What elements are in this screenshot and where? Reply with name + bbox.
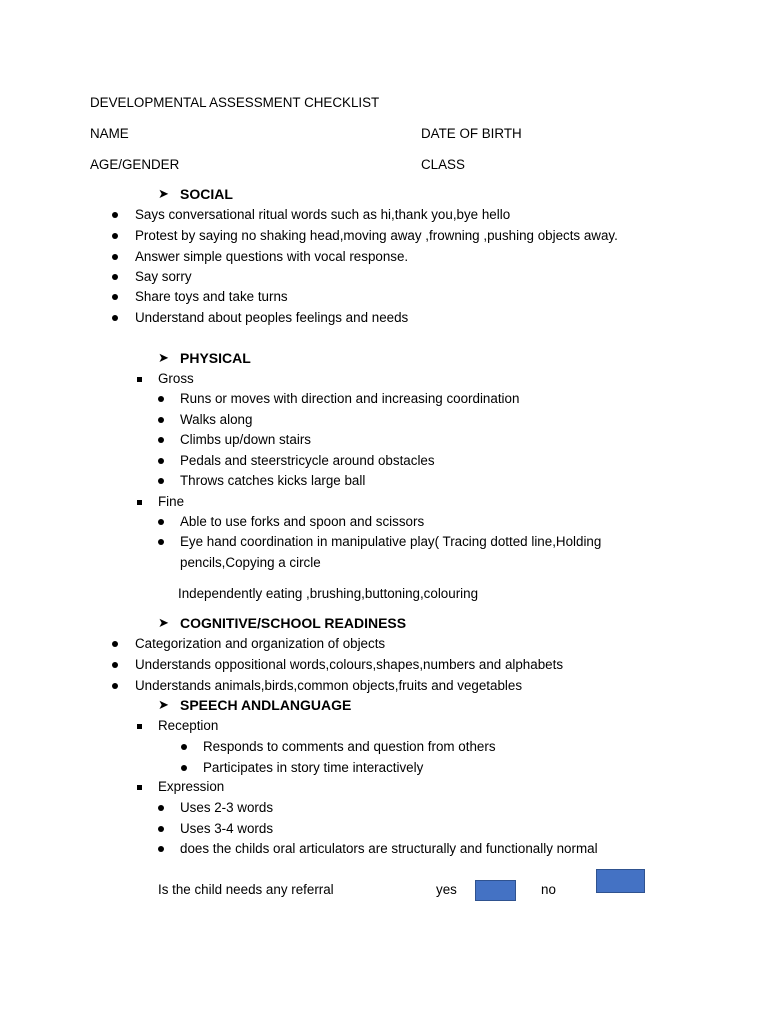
square-bullet-icon: [137, 724, 142, 729]
referral-yes-checkbox[interactable]: [475, 880, 516, 901]
social-item: Says conversational ritual words such as hi,thank you,bye hello: [135, 207, 511, 222]
cognitive-item: Understands oppositional words,colours,shapes,numbers and alphabets: [135, 657, 564, 672]
social-item: Answer simple questions with vocal response.: [135, 249, 409, 264]
reception-item: Responds to comments and question from others: [203, 739, 496, 754]
bullet-icon: [158, 478, 164, 484]
cognitive-heading: COGNITIVE/SCHOOL READINESS: [180, 615, 407, 631]
bullet-icon: [181, 765, 187, 771]
arrow-bullet-icon: ➤: [158, 615, 169, 630]
reception-label: Reception: [158, 718, 219, 733]
referral-yes-label: yes: [436, 882, 457, 897]
square-bullet-icon: [137, 377, 142, 382]
bullet-icon: [112, 254, 118, 260]
fine-item-continuation: pencils,Copying a circle: [180, 555, 321, 570]
expression-item: Uses 3-4 words: [180, 821, 274, 836]
gross-item: Throws catches kicks large ball: [180, 473, 366, 488]
gross-item: Runs or moves with direction and increasing coordination: [180, 391, 520, 406]
bullet-icon: [158, 458, 164, 464]
bullet-icon: [112, 212, 118, 218]
gross-item: Climbs up/down stairs: [180, 432, 311, 447]
arrow-bullet-icon: ➤: [158, 697, 169, 712]
expression-label: Expression: [158, 779, 225, 794]
fine-label: Fine: [158, 494, 185, 509]
square-bullet-icon: [137, 500, 142, 505]
social-item: Say sorry: [135, 269, 192, 284]
square-bullet-icon: [137, 785, 142, 790]
speech-heading: SPEECH ANDLANGUAGE: [180, 697, 352, 713]
age-gender-field-label: AGE/GENDER: [90, 157, 180, 172]
bullet-icon: [112, 274, 118, 280]
referral-no-checkbox[interactable]: [596, 869, 645, 893]
reception-item: Participates in story time interactively: [203, 760, 424, 775]
bullet-icon: [112, 662, 118, 668]
bullet-icon: [158, 396, 164, 402]
bullet-icon: [158, 826, 164, 832]
social-heading: SOCIAL: [180, 186, 233, 202]
bullet-icon: [158, 519, 164, 525]
physical-heading: PHYSICAL: [180, 350, 251, 366]
class-field-label: CLASS: [421, 157, 465, 172]
referral-no-label: no: [541, 882, 556, 897]
gross-item: Pedals and steerstricycle around obstacles: [180, 453, 435, 468]
bullet-icon: [158, 417, 164, 423]
dob-field-label: DATE OF BIRTH: [421, 126, 522, 141]
bullet-icon: [112, 315, 118, 321]
bullet-icon: [112, 683, 118, 689]
referral-question: Is the child needs any referral: [158, 882, 334, 897]
name-field-label: NAME: [90, 126, 129, 141]
bullet-icon: [158, 805, 164, 811]
bullet-icon: [112, 294, 118, 300]
gross-label: Gross: [158, 371, 194, 386]
fine-note: Independently eating ,brushing,buttoning,colouring: [178, 586, 479, 601]
social-item: Share toys and take turns: [135, 289, 288, 304]
social-item: Understand about peoples feelings and needs: [135, 310, 409, 325]
document-title: DEVELOPMENTAL ASSESSMENT CHECKLIST: [90, 95, 380, 110]
bullet-icon: [158, 539, 164, 545]
social-item: Protest by saying no shaking head,moving away ,frowning ,pushing objects away.: [135, 228, 618, 243]
bullet-icon: [112, 641, 118, 647]
fine-item: Able to use forks and spoon and scissors: [180, 514, 425, 529]
gross-item: Walks along: [180, 412, 253, 427]
cognitive-item: Understands animals,birds,common objects,fruits and vegetables: [135, 678, 523, 693]
expression-item: does the childs oral articulators are structurally and functionally normal: [180, 841, 598, 856]
bullet-icon: [158, 846, 164, 852]
expression-item: Uses 2-3 words: [180, 800, 274, 815]
bullet-icon: [158, 437, 164, 443]
fine-item: Eye hand coordination in manipulative play( Tracing dotted line,Holding: [180, 534, 602, 549]
bullet-icon: [181, 744, 187, 750]
cognitive-item: Categorization and organization of objects: [135, 636, 386, 651]
bullet-icon: [112, 233, 118, 239]
arrow-bullet-icon: ➤: [158, 350, 169, 365]
arrow-bullet-icon: ➤: [158, 186, 169, 201]
